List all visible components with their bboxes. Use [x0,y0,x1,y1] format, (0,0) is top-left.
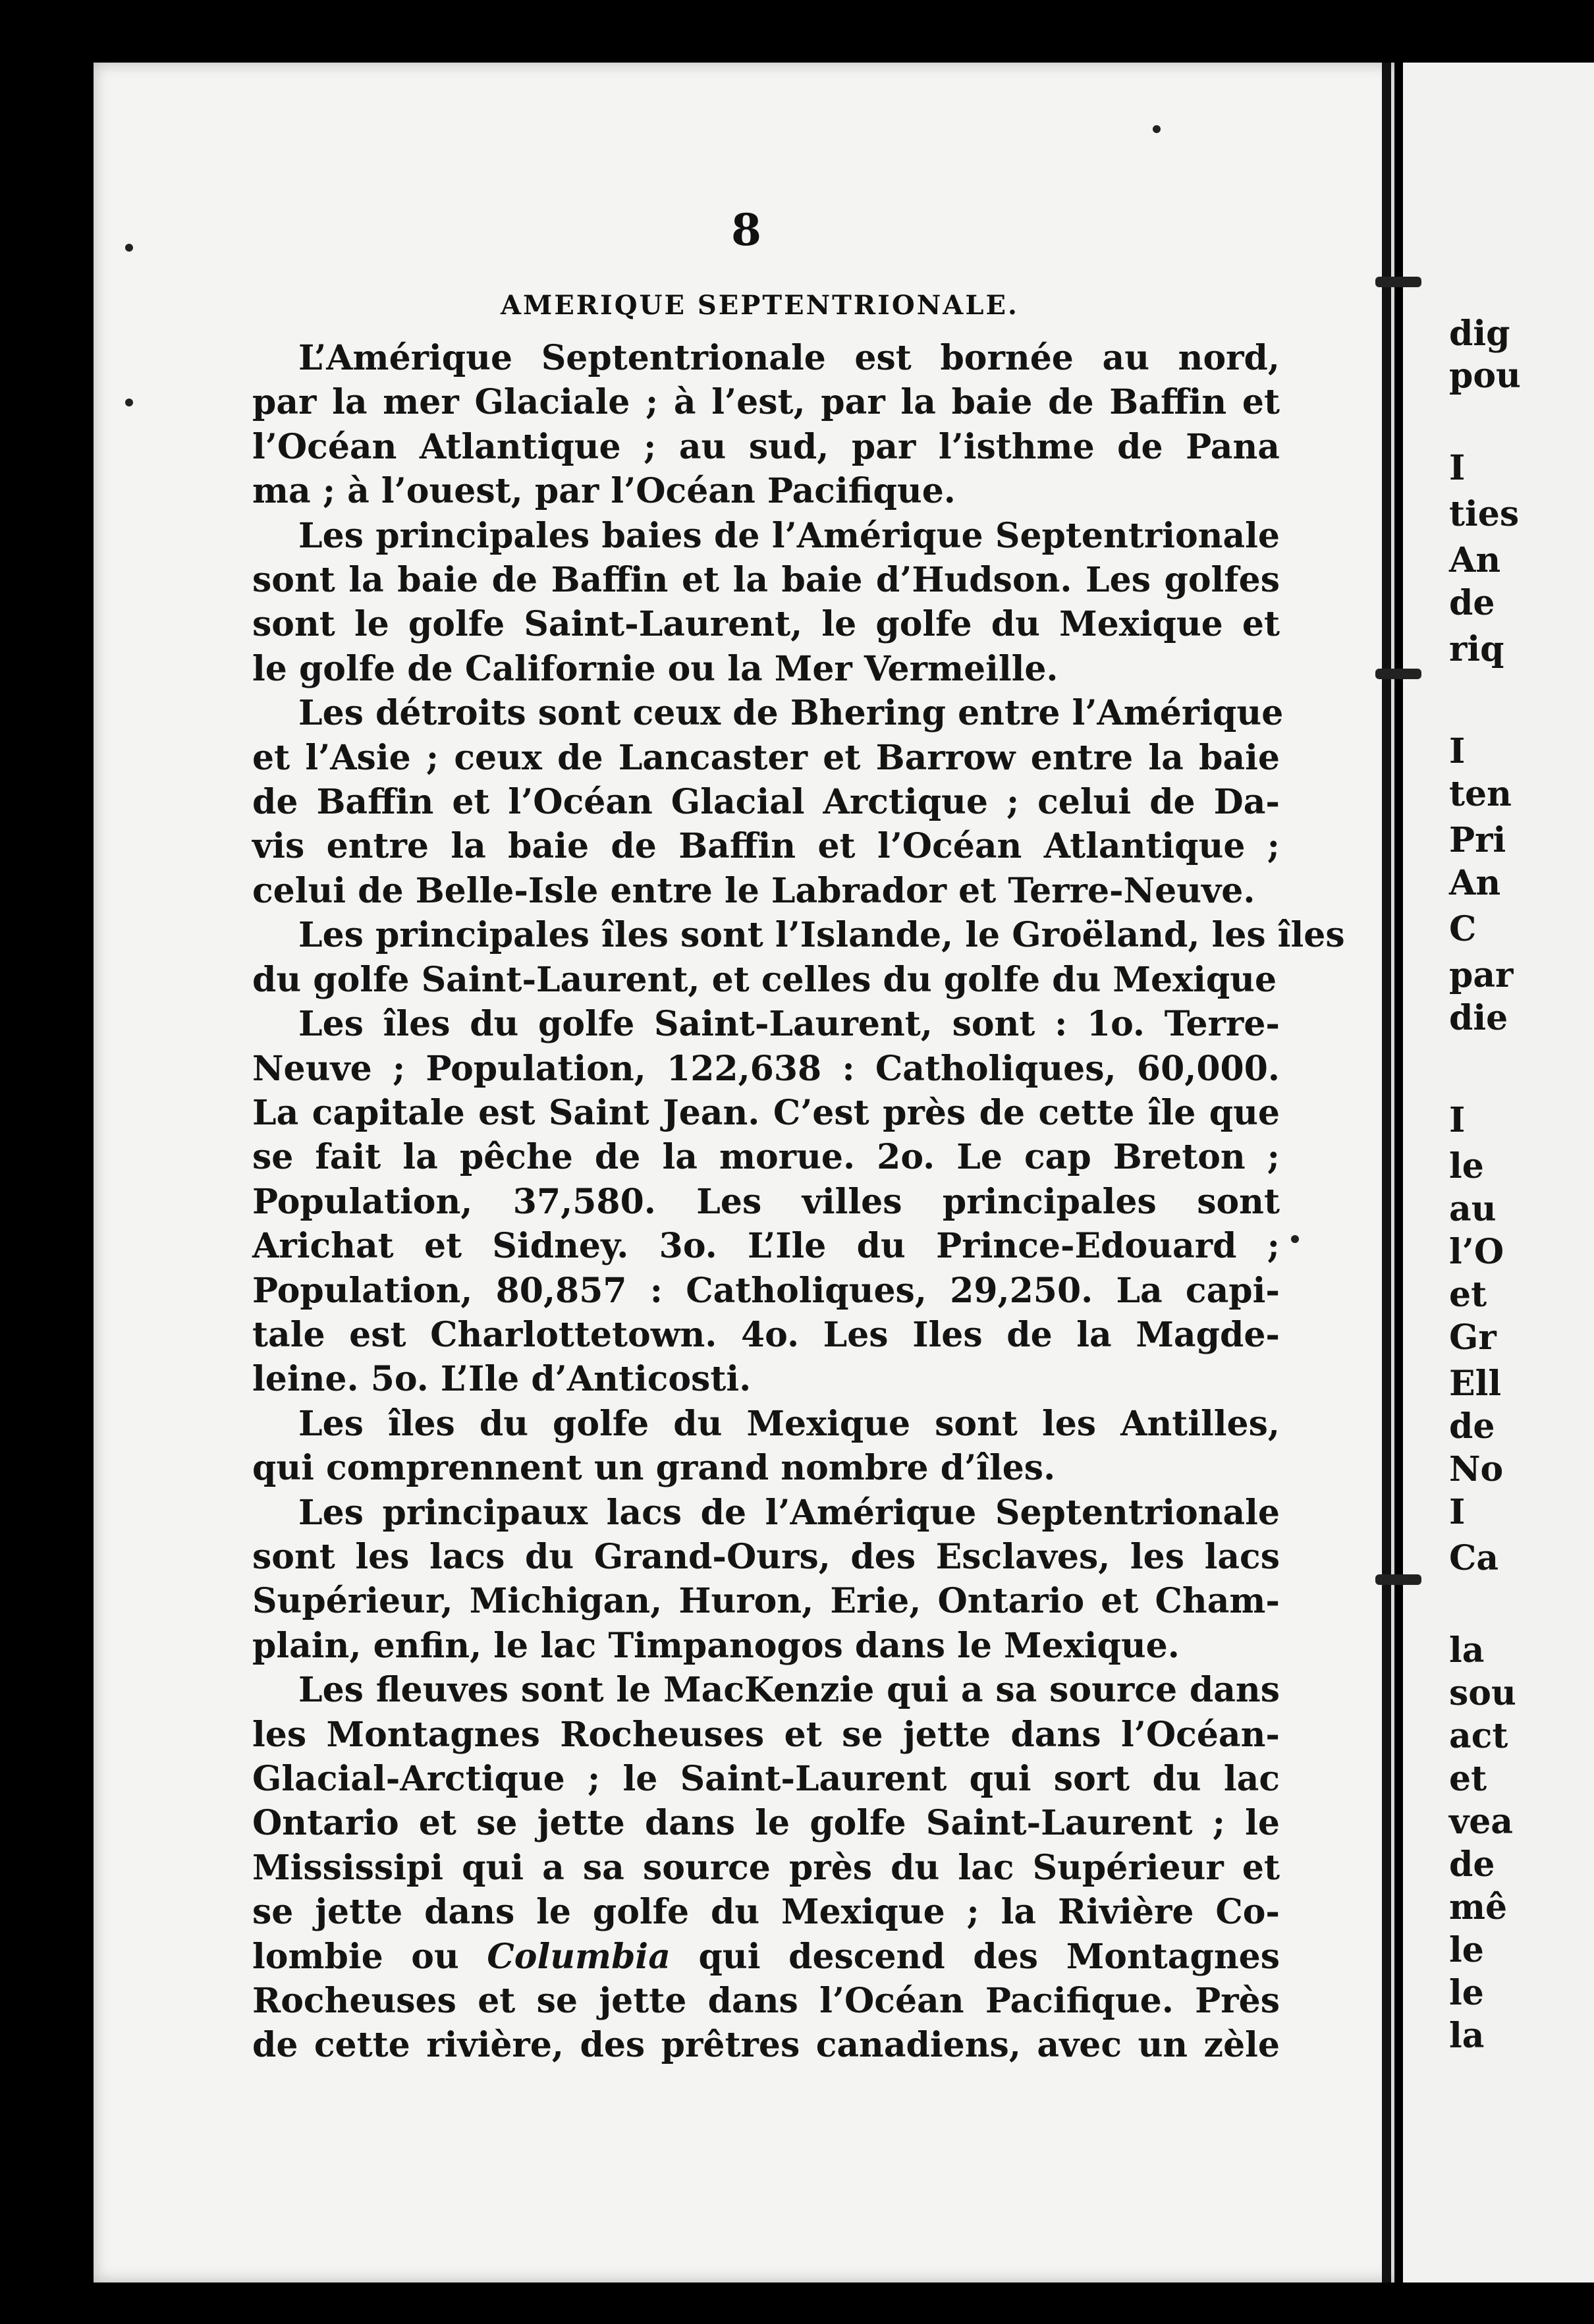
text-line: Les fleuves sont le MacKenzie qui a sa source dans [298,1670,1280,1711]
text-line: lombie ou Columbia qui descend des Montagnes [252,1936,1280,1977]
text-line: Glacial-Arctique ; le Saint-Laurent qui sort du lac [252,1759,1280,1799]
text-line: et l’Asie ; ceux de Lancaster et Barrow entre la baie [252,737,1280,778]
text-line: de cette rivière, des prêtres canadiens, avec un zèle [252,2025,1280,2066]
text-line: vis entre la baie de Baffin et l’Océan Atlantique ; [252,826,1280,867]
text-line: Les îles du golfe Saint-Laurent, sont : 1o. Terre- [298,1004,1280,1045]
text-line: les Montagnes Rocheuses et se jette dans l’Océan- [252,1714,1280,1755]
speck [1153,125,1161,133]
right-page-fragment: vea [1449,1802,1513,1842]
text-line: celui de Belle-Isle entre le Labrador et Terre-Neuve. [252,870,1255,911]
text-line: Les principaux lacs de l’Amérique Septentrionale [298,1492,1280,1533]
right-page-fragment: et [1449,1275,1487,1315]
right-page-fragment: le [1449,1973,1484,2013]
text-line: sont le golfe Saint-Laurent, le golfe du Mexique et [252,604,1280,645]
text-line: sont les lacs du Grand-Ours, des Esclaves, les lacs [252,1536,1280,1577]
right-page-fragment: An [1449,863,1501,903]
right-page-fragment: C [1449,909,1477,949]
text-line: Neuve ; Population, 122,638 : Catholiques, 60,000. [252,1048,1280,1089]
text-line: ma ; à l’ouest, par l’Océan Pacifique. [252,471,956,512]
right-page-fragment: ten [1449,774,1512,814]
right-page-fragment: Ca [1449,1538,1499,1578]
spine-mark [1375,669,1421,679]
right-page-fragment: Pri [1449,820,1506,860]
text-line: leine. 5o. L’Ile d’Anticosti. [252,1359,752,1400]
right-page-fragment: de [1449,583,1495,623]
right-page-fragment: dig [1449,314,1510,354]
right-page-fragment: la [1449,2016,1485,2056]
text-line: le golfe de Californie ou la Mer Vermeille. [252,648,1058,689]
right-page-fragment: act [1449,1716,1508,1756]
text-line: Rocheuses et se jette dans l’Océan Pacifique. Près [252,1981,1280,2022]
page-number: 8 [731,204,761,256]
spine-mark [1375,1574,1421,1585]
text-line: Mississipi qui a sa source près du lac Supérieur et [252,1847,1280,1888]
text-line: Arichat et Sidney. 3o. L’Ile du Prince-Edouard ; [252,1226,1280,1267]
text-line: Population, 37,580. Les villes principales sont [252,1181,1280,1222]
right-page-fragment: No [1449,1449,1504,1489]
text-line: tale est Charlottetown. 4o. Les Iles de la Magde- [252,1314,1280,1355]
right-page-fragment: et [1449,1759,1487,1799]
right-page-fragment: Ell [1449,1364,1502,1404]
speck [125,244,133,252]
right-page-fragment: le [1449,1930,1484,1970]
text-line: L’Amérique Septentrionale est bornée au nord, [298,338,1280,378]
right-page-fragment: de [1449,1844,1495,1885]
text-line: La capitale est Saint Jean. C’est près de cette île que [252,1092,1280,1133]
right-page-fragment: sou [1449,1673,1516,1713]
right-page-fragment: die [1449,998,1508,1038]
right-page-fragment: ties [1449,494,1520,534]
speck [1291,1235,1299,1243]
text-line: qui comprennent un grand nombre d’îles. [252,1448,1056,1489]
right-page-fragment: mê [1449,1887,1508,1927]
text-line: par la mer Glaciale ; à l’est, par la baie de Baffin et [252,382,1280,423]
right-page-fragment: Gr [1449,1317,1497,1358]
text-line: Ontario et se jette dans le golfe Saint-Laurent ; le [252,1803,1280,1844]
speck [125,399,133,406]
body-text [252,336,1345,2068]
text-line: du golfe Saint-Laurent, et celles du golfe du Mexique [252,959,1277,1000]
text-line: Les principales baies de l’Amérique Septentrionale [298,515,1280,556]
text-line: de Baffin et l’Océan Glacial Arctique ; celui de Da- [252,782,1280,823]
text-line: se jette dans le golfe du Mexique ; la Rivière Co- [252,1892,1280,1933]
right-page-fragment: An [1449,540,1501,580]
section-heading: AMERIQUE SEPTENTRIONALE. [501,290,1019,321]
text-line: Population, 80,857 : Catholiques, 29,250. La capi- [252,1270,1280,1311]
right-page-fragment: le [1449,1146,1484,1186]
right-page-fragment: I [1449,731,1466,771]
text-line: Les détroits sont ceux de Bhering entre l’Amérique [298,693,1284,734]
right-page-fragment: par [1449,955,1514,995]
right-page-fragment: I [1449,1492,1466,1532]
text-line: sont la baie de Baffin et la baie d’Hudson. Les golfes [252,560,1280,601]
text-line: Les principales îles sont l’Islande, le Groëland, les îles [298,915,1345,956]
book-spine [1382,63,1391,2282]
right-page-fragment: I [1449,448,1466,488]
right-page-fragment: de [1449,1406,1495,1447]
right-page-fragment: pou [1449,356,1521,396]
right-page-fragment: I [1449,1100,1466,1140]
text-line: l’Océan Atlantique ; au sud, par l’isthme de Pana [252,426,1280,467]
right-page-fragment: riq [1449,629,1504,669]
text-line: Les îles du golfe du Mexique sont les Antilles, [298,1403,1280,1444]
text-line: plain, enfin, le lac Timpanogos dans le Mexique. [252,1625,1180,1666]
right-page-fragment: l’O [1449,1232,1504,1272]
spine-mark [1375,277,1421,287]
right-page-fragment: la [1449,1630,1485,1671]
text-line: se fait la pêche de la morue. 2o. Le cap Breton ; [252,1137,1280,1178]
right-page-fragment: au [1449,1189,1497,1229]
text-line: Supérieur, Michigan, Huron, Erie, Ontario et Cham- [252,1581,1280,1622]
